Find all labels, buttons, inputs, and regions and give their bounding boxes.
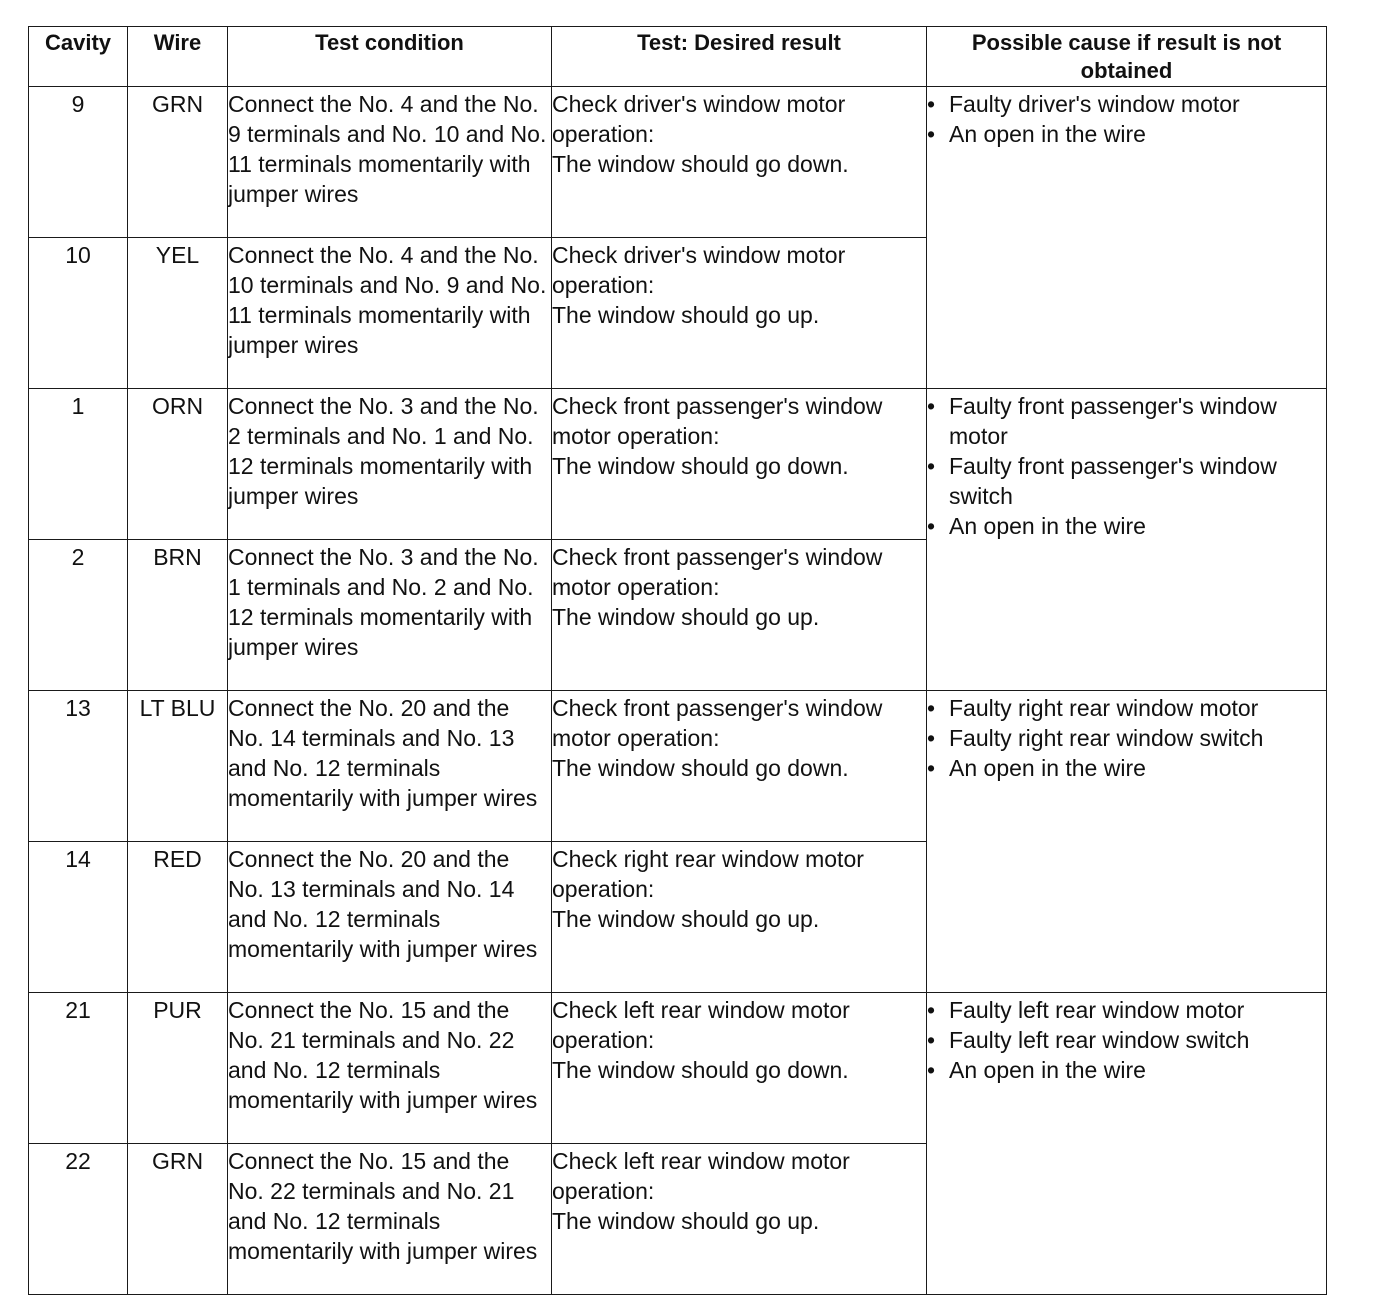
- test-condition-cell: Connect the No. 3 and the No. 1 terminals and No. 2 and No. 12 terminals momentarily with jumper wires: [228, 540, 552, 691]
- result-check: Check front passenger's window motor operation:: [552, 695, 883, 751]
- result-expect: The window should go down.: [552, 755, 849, 781]
- cause-item: • Faulty front passenger's window motor: [927, 391, 1326, 451]
- table-row: [29, 87, 1327, 238]
- result-check: Check left rear window motor operation:: [552, 1148, 850, 1204]
- wire-cell: GRN: [128, 1144, 228, 1295]
- cause-item: • Faulty right rear window motor: [927, 693, 1326, 723]
- possible-cause-cell: [927, 993, 1327, 1295]
- cavity-cell: 14: [29, 842, 128, 993]
- cause-item: • Faulty right rear window switch: [927, 723, 1326, 753]
- header-desired-result: Test: Desired result: [552, 27, 927, 87]
- cause-list: [927, 391, 1326, 541]
- desired-result-cell: [552, 540, 927, 691]
- test-condition-cell: Connect the No. 20 and the No. 14 terminals and No. 13 and No. 12 terminals momentarily with jumper wires: [228, 691, 552, 842]
- possible-cause-cell: [927, 691, 1327, 993]
- result-check: Check front passenger's window motor operation:: [552, 544, 883, 600]
- cause-list: [927, 995, 1326, 1085]
- possible-cause-cell: [927, 389, 1327, 691]
- wire-cell: GRN: [128, 87, 228, 238]
- result-check: Check front passenger's window motor operation:: [552, 393, 883, 449]
- wire-cell: ORN: [128, 389, 228, 540]
- test-condition-cell: Connect the No. 3 and the No. 2 terminals and No. 1 and No. 12 terminals momentarily with jumper wires: [228, 389, 552, 540]
- result-expect: The window should go up.: [552, 604, 820, 630]
- cause-item: • An open in the wire: [927, 119, 1326, 149]
- result-expect: The window should go down.: [552, 1057, 849, 1083]
- desired-result-cell: [552, 87, 927, 238]
- test-condition-cell: Connect the No. 4 and the No. 9 terminals and No. 10 and No. 11 terminals momentarily with jumper wires: [228, 87, 552, 238]
- cavity-cell: 1: [29, 389, 128, 540]
- result-check: Check right rear window motor operation:: [552, 846, 864, 902]
- desired-result-cell: [552, 842, 927, 993]
- header-row: [29, 27, 1327, 87]
- result-expect: The window should go up.: [552, 906, 820, 932]
- test-condition-cell: Connect the No. 15 and the No. 22 terminals and No. 21 and No. 12 terminals momentarily with jumper wires: [228, 1144, 552, 1295]
- result-expect: The window should go down.: [552, 453, 849, 479]
- cavity-cell: 9: [29, 87, 128, 238]
- wire-test-table: [28, 26, 1327, 1295]
- cause-list: [927, 89, 1326, 149]
- possible-cause-cell: [927, 87, 1327, 389]
- desired-result-cell: [552, 1144, 927, 1295]
- header-test-condition: Test condition: [228, 27, 552, 87]
- result-expect: The window should go up.: [552, 1208, 820, 1234]
- result-check: Check driver's window motor operation:: [552, 242, 846, 298]
- wire-cell: YEL: [128, 238, 228, 389]
- wire-cell: RED: [128, 842, 228, 993]
- result-check: Check left rear window motor operation:: [552, 997, 850, 1053]
- cause-item: • Faulty front passenger's window switch: [927, 451, 1326, 511]
- cavity-cell: 21: [29, 993, 128, 1144]
- header-possible-cause: Possible cause if result is not obtained: [927, 27, 1327, 87]
- table-row: [29, 993, 1327, 1144]
- cause-item: • An open in the wire: [927, 511, 1326, 541]
- header-wire: Wire: [128, 27, 228, 87]
- result-check: Check driver's window motor operation:: [552, 91, 846, 147]
- desired-result-cell: [552, 389, 927, 540]
- table-row: [29, 389, 1327, 540]
- desired-result-cell: [552, 238, 927, 389]
- wire-cell: BRN: [128, 540, 228, 691]
- cavity-cell: 22: [29, 1144, 128, 1295]
- test-condition-cell: Connect the No. 20 and the No. 13 terminals and No. 14 and No. 12 terminals momentarily with jumper wires: [228, 842, 552, 993]
- cause-item: • Faulty left rear window switch: [927, 1025, 1326, 1055]
- wire-cell: PUR: [128, 993, 228, 1144]
- cause-item: • Faulty left rear window motor: [927, 995, 1326, 1025]
- test-condition-cell: Connect the No. 15 and the No. 21 terminals and No. 22 and No. 12 terminals momentarily with jumper wires: [228, 993, 552, 1144]
- cavity-cell: 13: [29, 691, 128, 842]
- cause-item: • An open in the wire: [927, 753, 1326, 783]
- cause-item: • An open in the wire: [927, 1055, 1326, 1085]
- result-expect: The window should go down.: [552, 151, 849, 177]
- cavity-cell: 10: [29, 238, 128, 389]
- cause-item: • Faulty driver's window motor: [927, 89, 1326, 119]
- cavity-cell: 2: [29, 540, 128, 691]
- wire-cell: LT BLU: [128, 691, 228, 842]
- test-condition-cell: Connect the No. 4 and the No. 10 terminals and No. 9 and No. 11 terminals momentarily with jumper wires: [228, 238, 552, 389]
- desired-result-cell: [552, 691, 927, 842]
- cause-list: [927, 693, 1326, 783]
- desired-result-cell: [552, 993, 927, 1144]
- result-expect: The window should go up.: [552, 302, 820, 328]
- table-row: [29, 691, 1327, 842]
- header-cavity: Cavity: [29, 27, 128, 87]
